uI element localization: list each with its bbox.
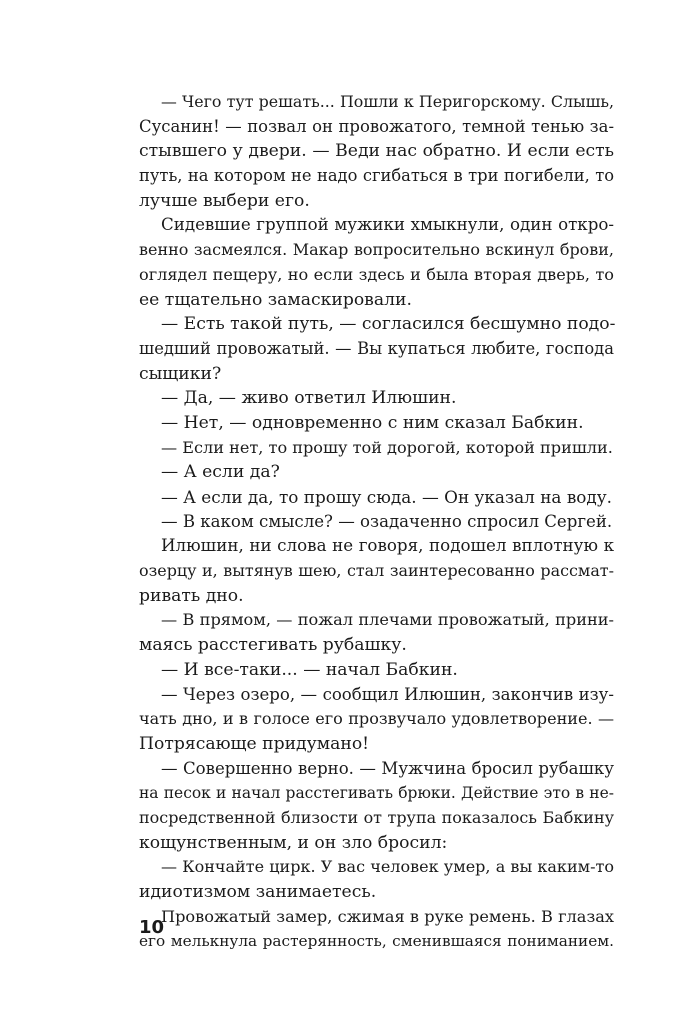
- text-line: на песок и начал расстегивать брюки. Действие это в не-: [139, 784, 614, 803]
- text-line: посредственной близости от трупа показалось Бабкину: [139, 807, 614, 827]
- text-line: — Да, — живо ответил Илюшин.: [161, 388, 457, 409]
- text-line: — В каком смысле? — озадаченно спросил Сергей.: [161, 511, 613, 531]
- text-line: чать дно, и в голосе его прозвучало удовлетворение. —: [139, 709, 614, 729]
- text-line: кощунственным, и он зло бросил:: [139, 832, 448, 853]
- text-line: Потрясающе придумано!: [139, 733, 370, 754]
- text-line: — А если да?: [161, 462, 280, 483]
- text-line: маясь расстегивать рубашку.: [139, 635, 407, 656]
- text-line: — Кончайте цирк. У вас человек умер, а вы каким-то: [161, 857, 614, 877]
- text-line: — Чего тут решать... Пошли к Перигорскому. Слышь,: [161, 92, 614, 111]
- text-line: сыщики?: [139, 363, 222, 384]
- text-line: — Если нет, то прошу той дорогой, которой пришли.: [161, 437, 613, 457]
- text-line: — Нет, — одновременно с ним сказал Бабкин.: [161, 412, 584, 433]
- text-line: Илюшин, ни слова не говоря, подошел вплотную к: [161, 536, 614, 556]
- text-line: — А если да, то прошу сюда. — Он указал на воду.: [161, 487, 613, 507]
- text-line: — И все-таки... — начал Бабкин.: [161, 659, 458, 680]
- text-line: лучше выбери его.: [139, 190, 310, 211]
- text-line: ривать дно.: [139, 585, 244, 606]
- text-line: оглядел пещеру, но если здесь и была вторая дверь, то: [139, 264, 614, 284]
- text-line: Сидевшие группой мужики хмыкнули, один откро-: [161, 215, 614, 235]
- text-line: — Через озеро, — сообщил Илюшин, закончив изу-: [161, 684, 614, 704]
- text-line: ее тщательно замаскировали.: [139, 289, 412, 310]
- text-line: Сусанин! — позвал он провожатого, темной тенью за-: [139, 116, 614, 136]
- text-line: идиотизмом занимаетесь.: [139, 882, 377, 902]
- text-line: — Совершенно верно. — Мужчина бросил рубашку: [161, 758, 614, 778]
- text-line: — Есть такой путь, — согласился бесшумно подо-: [161, 314, 616, 335]
- text-line: стывшего у двери. — Веди нас обратно. И если есть: [139, 141, 614, 162]
- page-number: 10: [139, 917, 165, 938]
- text-line: его мелькнула растерянность, сменившаяся пониманием.: [139, 932, 614, 951]
- text-line: — В прямом, — пожал плечами провожатый, прини-: [161, 610, 614, 630]
- page-body-text: [139, 90, 614, 954]
- text-line: шедший провожатый. — Вы купаться любите, господа: [139, 338, 614, 358]
- text-line: венно засмеялся. Макар вопросительно вскинул брови,: [139, 240, 614, 260]
- text-line: Провожатый замер, сжимая в руке ремень. В глазах: [161, 906, 614, 926]
- text-line: путь, на котором не надо сгибаться в три погибели, то: [139, 166, 614, 186]
- text-line: озерцу и, вытянув шею, стал заинтересованно рассмат-: [139, 561, 614, 581]
